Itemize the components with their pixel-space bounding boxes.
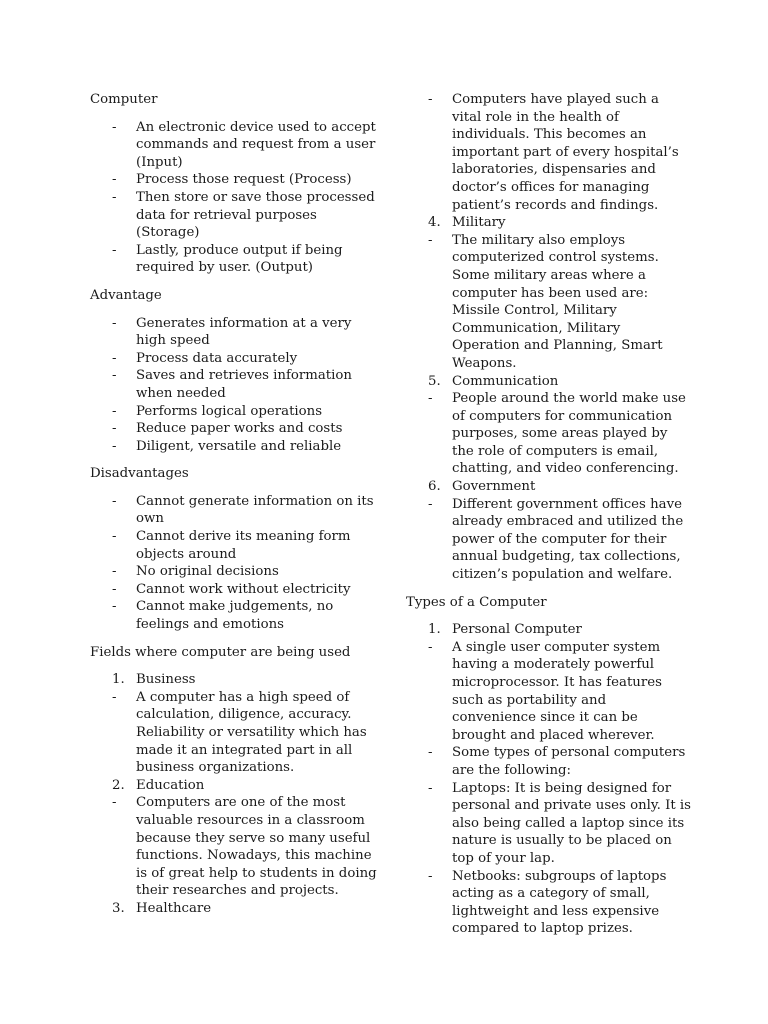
dash-marker: - [112, 529, 117, 545]
number-marker: 6. [428, 479, 441, 495]
number-marker: 4. [428, 215, 441, 231]
section-heading-computer: Computer [90, 92, 158, 107]
number-marker: 5. [428, 373, 441, 389]
number-marker: 1. [112, 672, 125, 688]
dash-marker: - [112, 242, 117, 258]
list-item: - Computers have played such a vital role in the health of individuals. This becomes an important part of every hospital’s laboratories, dispensaries and doctor’s offices for managing patient’s records and findings. [428, 92, 679, 213]
dash-marker: - [112, 350, 117, 366]
dash-marker: - [112, 403, 117, 419]
list-item: - Process those request (Process) [112, 172, 352, 188]
dash-marker: - [112, 315, 117, 331]
dash-marker: - [428, 868, 433, 884]
dash-marker: - [112, 368, 117, 384]
dash-marker: - [428, 232, 433, 248]
fields-list [112, 671, 380, 917]
list-item: - Cannot make judgements, no feelings and emotions [112, 599, 334, 633]
dash-marker: - [112, 189, 117, 205]
section-heading-advantage: Advantage [90, 287, 162, 303]
section-heading-types: Types of a Computer [406, 594, 547, 610]
dash-marker: - [112, 795, 117, 811]
dash-marker: - [112, 172, 117, 188]
list-item: - An electronic device used to accept commands and request from a user (Input) [112, 119, 376, 170]
list-item: - Netbooks: subgroups of laptops acting as a category of small, lightweight and less expensive compared to laptop prizes. [428, 868, 667, 937]
dash-marker: - [428, 496, 433, 512]
dash-marker: - [428, 92, 433, 107]
list-item: - A single user computer system having a moderately powerful microprocessor. It has features such as portability and convenience since it can be brought and placed wherever. [428, 639, 662, 743]
list-item: - Some types of personal computers are the following: [428, 745, 686, 778]
list-item: - Different government offices have already embraced and utilized the power of the computer for their annual budgeting, tax collections, citizen’s population and welfare. [428, 496, 684, 583]
dash-marker: - [112, 421, 117, 437]
number-marker: 3. [112, 900, 125, 916]
dash-marker: - [112, 493, 117, 509]
left-column [90, 91, 380, 928]
list-item: - No original decisions [112, 564, 279, 580]
dash-marker: - [428, 391, 433, 407]
list-item: 1. Personal Computer [428, 622, 582, 638]
types-list [428, 621, 691, 938]
dash-marker: - [112, 689, 117, 705]
dash-marker: - [112, 564, 117, 580]
computer-list [112, 119, 380, 277]
dash-marker: - [428, 745, 433, 761]
list-item: - Generates information at a very high speed [112, 315, 352, 349]
list-item: - Lastly, produce output if being required by user. (Output) [112, 242, 343, 276]
section-heading-disadvantages: Disadvantages [90, 466, 189, 482]
right-column [406, 91, 691, 948]
list-item: - Then store or save those processed data for retrieval purposes (Storage) [112, 189, 375, 241]
list-item: - Performs logical operations [112, 403, 323, 419]
list-item: - People around the world make use of computers for communication purposes, some areas played by the role of computers is email, chatting, and video conferencing. [428, 391, 686, 477]
dash-marker: - [112, 438, 117, 454]
number-marker: 1. [428, 622, 441, 638]
list-item: - Saves and retrieves information when needed [112, 368, 352, 401]
list-item: - Computers are one of the most valuable resources in a classroom because they serve so many useful functions. Nowadays, this machine is of great help to students in doing their researches and projects. [112, 795, 377, 899]
dash-marker: - [112, 599, 117, 615]
fields-continued-list [428, 91, 691, 584]
dash-marker: - [428, 780, 433, 796]
list-item: - Cannot generate information on its own [112, 493, 374, 527]
list-item: 2. Education [112, 777, 205, 793]
list-item: 4. Military [428, 215, 506, 231]
list-item: - A computer has a high speed of calculation, diligence, accuracy. Reliability or versatility which has made it an integrated part in all business organizations. [112, 689, 367, 776]
list-item: - The military also employs computerized control systems. Some military areas where a computer has been used are: Missile Control, Military Communication, Military Operation and Planning, Smart Weapons. [428, 232, 663, 371]
list-item: 6. Government [428, 479, 536, 495]
list-item: - Reduce paper works and costs [112, 421, 343, 437]
number-marker: 2. [112, 777, 125, 793]
list-item: 5. Communication [428, 373, 559, 389]
list-item: 1. Business [112, 672, 196, 688]
list-item: - Process data accurately [112, 350, 298, 366]
disadvantages-list [112, 493, 380, 634]
list-item: - Cannot derive its meaning form objects around [112, 529, 351, 562]
list-item: - Diligent, versatile and reliable [112, 438, 342, 454]
dash-marker: - [428, 639, 433, 655]
list-item: 3. Healthcare [112, 900, 212, 916]
dash-marker: - [112, 119, 117, 135]
advantage-list [112, 315, 380, 456]
dash-marker: - [112, 581, 117, 597]
list-item: - Cannot work without electricity [112, 581, 351, 597]
list-item: - Laptops: It is being designed for personal and private uses only. It is also being called a laptop since its nature is usually to be placed on top of your lap. [428, 780, 691, 866]
section-heading-fields: Fields where computer are being used [90, 644, 351, 660]
